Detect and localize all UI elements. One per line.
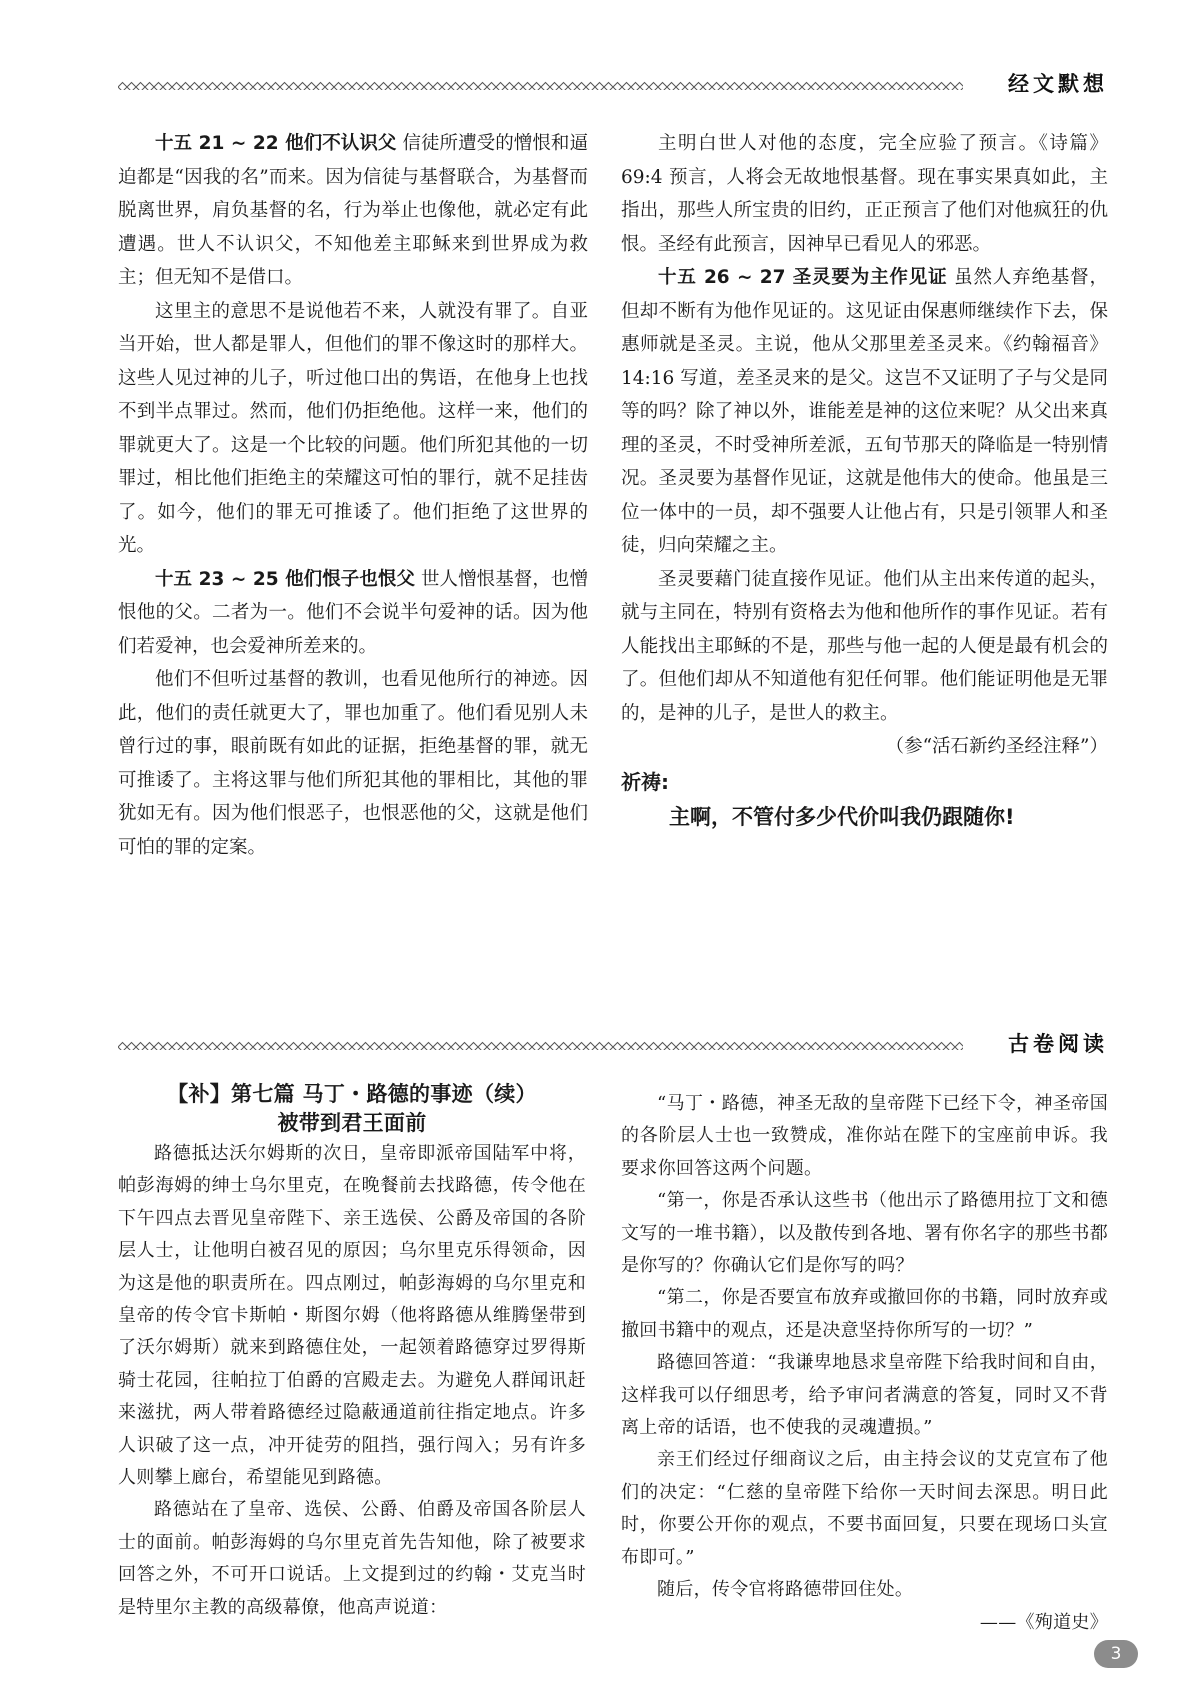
paragraph: [118, 127, 588, 295]
paragraph: [621, 127, 1108, 261]
article-subtitle: 被带到君王面前: [277, 1111, 427, 1135]
verse-reference: 十五 21 ~ 22 他们不认识父: [155, 133, 397, 154]
diamond-rule: [118, 78, 963, 90]
paragraph: “第一，你是否承认这些书（他出示了路德用拉丁文和德文写的一堆书籍），以及散传到各地、署有你名字的那些书都是你写的？你确认它们是你写的吗？: [621, 1190, 1108, 1277]
prayer-title: 祈祷:: [621, 769, 669, 794]
paragraph-text: 他们不但听过基督的教训，也看见他所行的神迹。因此，他们的责任就更大了，罪也加重了。他们看见别人未曾行过的事，眼前既有如此的证据，拒绝基督的罪，就无可推诿了。主将这罪与他们所犯其他的罪相比，其他的罪犹如无有。因为他们恨恶子，也恨恶他的父，这就是他们可怕的罪的定案。: [118, 669, 588, 858]
paragraph: [621, 261, 1108, 563]
section-header: [118, 1028, 1108, 1068]
verse-reference: 十五 26 ~ 27 圣灵要为主作见证: [658, 267, 948, 288]
citation: （参“活石新约圣经注释”）: [885, 736, 1108, 757]
page-number-badge: 3: [1094, 1640, 1138, 1668]
section-header: [118, 68, 1108, 108]
paragraph: 亲王们经过仔细商议之后，由主持会议的艾克宣布了他们的决定：“仁慈的皇帝陛下给你一天时间去深思。明日此时，你要公开你的观点，不要书面回复，只要在现场口头宣布即可。”: [621, 1449, 1108, 1568]
paragraph: [118, 663, 588, 864]
paragraph-text: 这里主的意思不是说他若不来，人就没有罪了。自亚当开始，世人都是罪人，但他们的罪不像这时的那样大。这些人见过神的儿子，听过他口出的隽语，在他身上也找不到半点罪过。然而，他们仍拒绝他。这样一来，他们的罪就更大了。这是一个比较的问题。他们所犯其他的一切罪过，相比他们拒绝主的荣耀这可怕的罪行，就不足挂齿了。如今，他们的罪无可推诿了。他们拒绝了这世界的光。: [118, 300, 588, 556]
diamond-rule: [118, 1038, 963, 1050]
paragraph-text: 虽然人弃绝基督，但却不断有为他作见证的。这见证由保惠师继续作下去，保惠师就是圣灵。主说，他从父那里差圣灵来。《约翰福音》14:16 写道，差圣灵来的是父。这岂不又证明了子与父是同等的吗？除了神以外，谁能差是神的这位来呢？从父出来真理的圣灵，不时受神所差派，五旬节那天的降临是一特别情况。圣灵要为基督作见证，这就是他伟大的使命。他虽是三位一体中的一员，却不强要人让他占有，只是引领罪人和圣徒，归向荣耀之主。: [621, 267, 1108, 556]
paragraph-text: 主明白世人对他的态度，完全应验了预言。《诗篇》69:4 预言，人将会无故地恨基督。现在事实果真如此，主指出，那些人所宝贵的旧约，正正预言了他们对他疯狂的仇恨。圣经有此预言，因神早已看见人的邪恶。: [621, 133, 1108, 255]
paragraph: [621, 563, 1108, 731]
right-column: [621, 127, 1108, 835]
left-column-paragraphs: [118, 1138, 586, 1624]
paragraph: [118, 295, 588, 563]
paragraph-text: 世人憎恨基督，也憎恨他的父。二者为一。他们不会说半句爱神的话。因为他们若爱神，也会爱神所差来的。: [118, 568, 588, 657]
paragraph: “马丁・路德，神圣无敌的皇帝陛下已经下令，神圣帝国的各阶层人士也一致赞成，准你站在陛下的宝座前申诉。我要求你回答这两个问题。: [621, 1093, 1108, 1179]
prayer-text: 主啊，不管付多少代价叫我仍跟随你!: [669, 805, 1015, 829]
section-tag: 古卷阅读: [1008, 1032, 1108, 1056]
verse-reference: 十五 23 ~ 25 他们恨子也恨父: [155, 568, 416, 590]
section-tag: 经文默想: [1008, 72, 1108, 96]
paragraph: 路德回答道：“我谦卑地恳求皇帝陛下给我时间和自由，这样我可以仔细思考，给予审问者满意的答复，同时又不背离上帝的话语，也不使我的灵魂遭损。”: [621, 1352, 1108, 1439]
paragraph-text: 信徒所遭受的憎恨和逼迫都是“因我的名”而来。因为信徒与基督联合，为基督而脱离世界，肩负基督的名，行为举止也像他，就必定有此遭遇。世人不认识父，不知他差主耶稣来到世界成为救主；但无知不是借口。: [118, 133, 588, 288]
left-column: [118, 1080, 586, 1624]
paragraph: 路德站在了皇帝、选侯、公爵、伯爵及帝国各阶层人士的面前。帕彭海姆的乌尔里克首先告知他，除了被要求回答之外，不可开口说话。上文提到过的约翰・艾克当时是特里尔主教的高级幕僚，他高声说道：: [118, 1499, 586, 1618]
paragraph-text: 圣灵要藉门徒直接作见证。他们从主出来传道的起头，就与主同在，特别有资格去为他和他所作的事作见证。若有人能找出主耶稣的不是，那些与他一起的人便是最有机会的了。但他们却从不知道他有犯任何罪。他们能证明他是无罪的，是神的儿子，是世人的救主。: [621, 568, 1108, 724]
right-column: [621, 1088, 1108, 1639]
right-column-paragraphs: [621, 127, 1108, 730]
left-column: [118, 127, 588, 864]
right-column-paragraphs: [621, 1088, 1108, 1607]
paragraph: 路德抵达沃尔姆斯的次日，皇帝即派帝国陆军中将，帕彭海姆的绅士乌尔里克，在晚餐前去找路德，传令他在下午四点去晋见皇帝陛下、亲王选侯、公爵及帝国的各阶层人士，让他明白被召见的原因；乌尔里克乐得领命，因为这是他的职责所在。四点刚过，帕彭海姆的乌尔里克和皇帝的传令官卡斯帕・斯图尔姆（他将路德从维腾堡带到了沃尔姆斯）就来到路德住处，一起领着路德穿过罗得斯骑士花园，往帕拉丁伯爵的宫殿走去。为避免人群闻讯赶来滋扰，两人带着路德经过隐蔽通道前往指定地点。许多人识破了这一点，冲开徒劳的阻挡，强行闯入；另有许多人则攀上廊台，希望能见到路德。: [118, 1143, 586, 1489]
paragraph: 随后，传令官将路德带回住处。: [657, 1579, 914, 1601]
article-title: 【补】第七篇 马丁・路德的事迹（续）: [167, 1082, 537, 1106]
paragraph: “第二，你是否要宣布放弃或撤回你的书籍，同时放弃或撤回书籍中的观点，还是决意坚持你所写的一切？”: [621, 1287, 1108, 1341]
paragraph: [118, 563, 588, 664]
source-citation: ——《殉道史》: [979, 1611, 1108, 1633]
